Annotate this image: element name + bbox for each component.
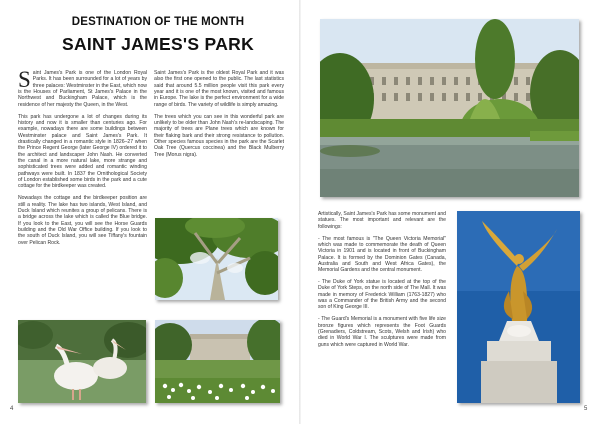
right-column xyxy=(318,211,446,354)
left-column-1 xyxy=(18,67,147,251)
trees-paragraph: The trees which you can see in this wonderful park are unlikely to be older than John Nash's re-landscaping. The majority of trees are Plane trees which are known for their flaking bark and their strong resistance to pollution. Other species famous species in the park are the Scarlet Oak Tree (Quercus coccinea) and the Black Mulberry Tree (Morus nigra). xyxy=(154,113,284,158)
left-column-2 xyxy=(154,70,284,163)
nowadays-paragraph: Nowadays the cottage and the birdkeeper position are still a reality. The lake has two islands, West Island, and Duck Island which reunites a group of pelicans. There is a bridge across the lake which is called the Blue bridge. If you look to the East, you will see the Horse Guards building and the Old War Office building. If you look to the south of Duck Island, you will see Tiffany's fountain over Pelican Rock. xyxy=(18,195,147,246)
page-number-left: 4 xyxy=(10,406,14,412)
section-kicker: DESTINATION OF THE MONTH xyxy=(71,16,245,28)
intro-paragraph-text: aint James's Park is one of the London Royal Parks. It has been surrounded for a lot of years by three palaces: Westminster in the East, which now is the Houses of Parliament, St James's Palace in the Northwest and Buckingham Palace, which is the residence of her majesty the Queen, in the West. xyxy=(18,70,147,108)
pelicans-photo xyxy=(18,320,146,403)
oldest-park-paragraph: Saint James's Park is the oldest Royal Park and it was also the first one opened to the public. The last statistics said that around 5.5 million people visit this park every year and it is one of the most known, visited and famous in Europe. The lake is the perfect environment for a wide range of birds. The variety of wildlife is simply amazing. xyxy=(154,70,284,108)
palace-lake-photo xyxy=(320,19,579,197)
monument-item-victoria: - The most famous is "The Queen Victoria Memorial" which was made to commemorate the death of Queen Victoria in 1901 and is located in front of Buckingham Palace. It is formed by the Dominion Gates (Canada, Australia and South and West Africa Gates), the Memorial Gardens and the central monument. xyxy=(318,235,446,274)
monument-item-guards: - The Guard's Memorial is a monument with five life size bronze figures which represents the Foot Guards (Grenadiers, Coldstream, Scots, Welsh and Irish) who died in World War I. The sculptures were made from guns which were captured in World War. xyxy=(318,316,446,348)
plane-tree-photo xyxy=(155,218,278,300)
gardens-flowers-photo xyxy=(155,320,280,403)
article-title: SAINT JAMES'S PARK xyxy=(61,34,255,54)
history-paragraph: This park has undergone a lot of changes during its history and now it is smaller than centuries ago. For example, nowadays there are some buildings between Westminster palace and Saint James's Park. It drastically changed in a romantic style in 1826–27 when the Prince Regent George (later George IV) ordered it to the architect and landscaper John Nash. He converted the canal in a more natural lake, more strange and sophisticated trees were added and romantic winding pathways were built. In 1837 the Ornithological Society of London established some birds in the park and a cute cottage for the birdkeeper was created. xyxy=(18,113,147,190)
intro-paragraph xyxy=(18,67,147,108)
victoria-memorial-photo xyxy=(457,211,580,403)
page-gutter xyxy=(299,0,301,424)
monument-item-duke-of-york: - The Duke of York statue is located at the top of the Duke of York Steps, on the north side of The Mall. It was made in memory of Frederick William (1763-1827) who was a Commander of the British Army and the second son of King George III. xyxy=(318,279,446,311)
page-number-right: 5 xyxy=(584,406,588,412)
monuments-intro: Artistically, Saint James's Park has some monument and statues. The most important and relevant are the followings: xyxy=(318,211,446,230)
drop-cap: S xyxy=(18,67,31,92)
